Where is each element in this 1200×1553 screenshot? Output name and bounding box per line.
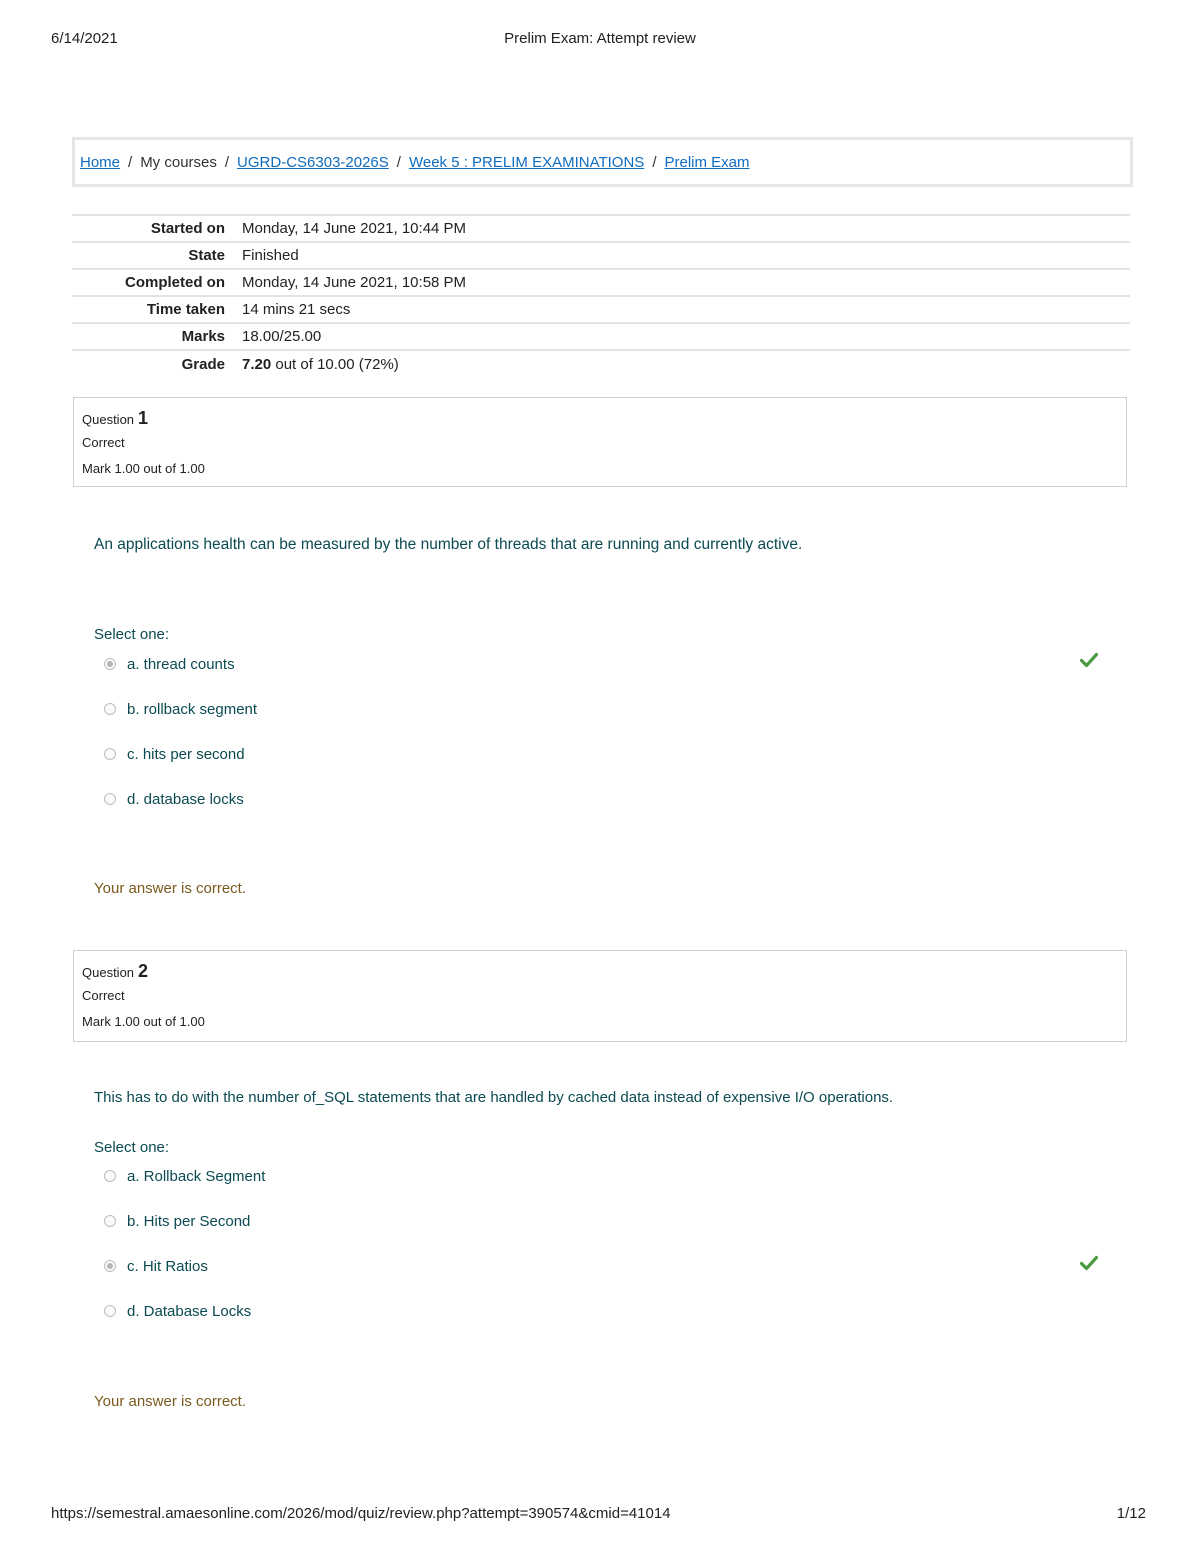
print-date: 6/14/2021: [51, 30, 118, 47]
summary-row-completed: [72, 269, 1130, 296]
question-info-2: [73, 950, 1127, 1042]
breadcrumb-course-link[interactable]: UGRD-CS6303-2026S: [237, 153, 389, 171]
radio-icon[interactable]: [104, 703, 116, 715]
question-text-2: This has to do with the number of_SQL statements that are handled by cached data instead of expensive I/O operations.: [94, 1089, 894, 1106]
answer-option-label: b. rollback segment: [127, 700, 258, 718]
answer-option-1d[interactable]: [104, 789, 1104, 809]
answer-option-label: d. database locks: [127, 790, 244, 808]
answer-option-1b[interactable]: [104, 699, 1104, 719]
print-url: https://semestral.amaesonline.com/2026/mod/quiz/review.php?attempt=390574&cmid=41014: [51, 1505, 671, 1522]
grade-value: 7.20: [242, 355, 272, 373]
radio-icon[interactable]: [104, 1305, 116, 1317]
correct-check-icon: [1080, 652, 1098, 668]
answer-option-2d[interactable]: [104, 1301, 1104, 1321]
breadcrumb-separator: /: [652, 153, 657, 171]
breadcrumb-separator: /: [128, 153, 133, 171]
answer-option-label: d. Database Locks: [127, 1302, 252, 1320]
answer-option-label: b. Hits per Second: [127, 1212, 251, 1230]
question-label: Question: [82, 965, 135, 980]
summary-row-time-taken: [72, 296, 1130, 323]
answer-feedback: Your answer is correct.: [94, 880, 247, 897]
grade-suffix: out of 10.00 (72%): [271, 355, 399, 373]
answer-option-label: c. hits per second: [127, 745, 245, 763]
summary-row-state: [72, 242, 1130, 269]
summary-label: Grade: [181, 355, 225, 373]
answer-option-1a[interactable]: [104, 654, 1104, 674]
breadcrumb-my-courses: My courses: [140, 153, 217, 171]
answer-option-label: a. thread counts: [127, 655, 235, 673]
summary-row-grade: [72, 350, 1130, 377]
print-page-number: 1/12: [1116, 1505, 1146, 1522]
question-label: Question: [82, 412, 135, 427]
question-text-1: An applications health can be measured by the number of threads that are running and currently active.: [94, 536, 803, 553]
breadcrumb-home-link[interactable]: Home: [80, 153, 121, 171]
breadcrumb: [72, 137, 1133, 187]
breadcrumb-separator: /: [396, 153, 401, 171]
summary-value: 14 mins 21 secs: [242, 301, 351, 318]
attempt-summary-table: [72, 214, 1130, 377]
answer-feedback: Your answer is correct.: [94, 1393, 247, 1410]
summary-row-marks: [72, 323, 1130, 350]
question-number: 2: [138, 961, 149, 981]
answer-option-2c[interactable]: [104, 1256, 1104, 1276]
correct-check-icon: [1080, 1255, 1098, 1271]
radio-icon[interactable]: [104, 1215, 116, 1227]
summary-label: Marks: [181, 328, 225, 345]
summary-label: Time taken: [146, 301, 225, 318]
question-mark: Mark 1.00 out of 1.00: [82, 461, 205, 476]
radio-selected-icon[interactable]: [104, 1260, 116, 1272]
breadcrumb-separator: /: [224, 153, 230, 171]
select-one-prompt: Select one:: [94, 1139, 170, 1156]
breadcrumb-week-link[interactable]: Week 5 : PRELIM EXAMINATIONS: [408, 153, 645, 171]
radio-selected-icon[interactable]: [104, 658, 116, 670]
summary-value: [242, 350, 1130, 377]
select-one-prompt: Select one:: [94, 626, 170, 643]
question-number: 1: [138, 408, 149, 428]
print-page-title: Prelim Exam: Attempt review: [504, 30, 696, 47]
summary-row-started: [72, 215, 1130, 242]
summary-value: Finished: [242, 247, 299, 264]
summary-label: State: [188, 247, 225, 264]
summary-value: Monday, 14 June 2021, 10:58 PM: [242, 274, 467, 291]
question-state: Correct: [82, 435, 125, 450]
summary-label: Completed on: [125, 274, 225, 291]
radio-icon[interactable]: [104, 748, 116, 760]
answer-option-label: a. Rollback Segment: [127, 1167, 266, 1185]
question-state: Correct: [82, 988, 125, 1003]
breadcrumb-quiz-link[interactable]: Prelim Exam: [664, 153, 750, 171]
answer-option-2b[interactable]: [104, 1211, 1104, 1231]
summary-value: 18.00/25.00: [242, 328, 322, 345]
answer-option-1c[interactable]: [104, 744, 1104, 764]
summary-label: Started on: [150, 220, 225, 237]
answer-option-2a[interactable]: [104, 1166, 1104, 1186]
question-info-1: [73, 397, 1127, 487]
radio-icon[interactable]: [104, 1170, 116, 1182]
radio-icon[interactable]: [104, 793, 116, 805]
summary-value: Monday, 14 June 2021, 10:44 PM: [242, 220, 467, 237]
answer-option-label: c. Hit Ratios: [127, 1257, 208, 1275]
question-mark: Mark 1.00 out of 1.00: [82, 1014, 205, 1029]
